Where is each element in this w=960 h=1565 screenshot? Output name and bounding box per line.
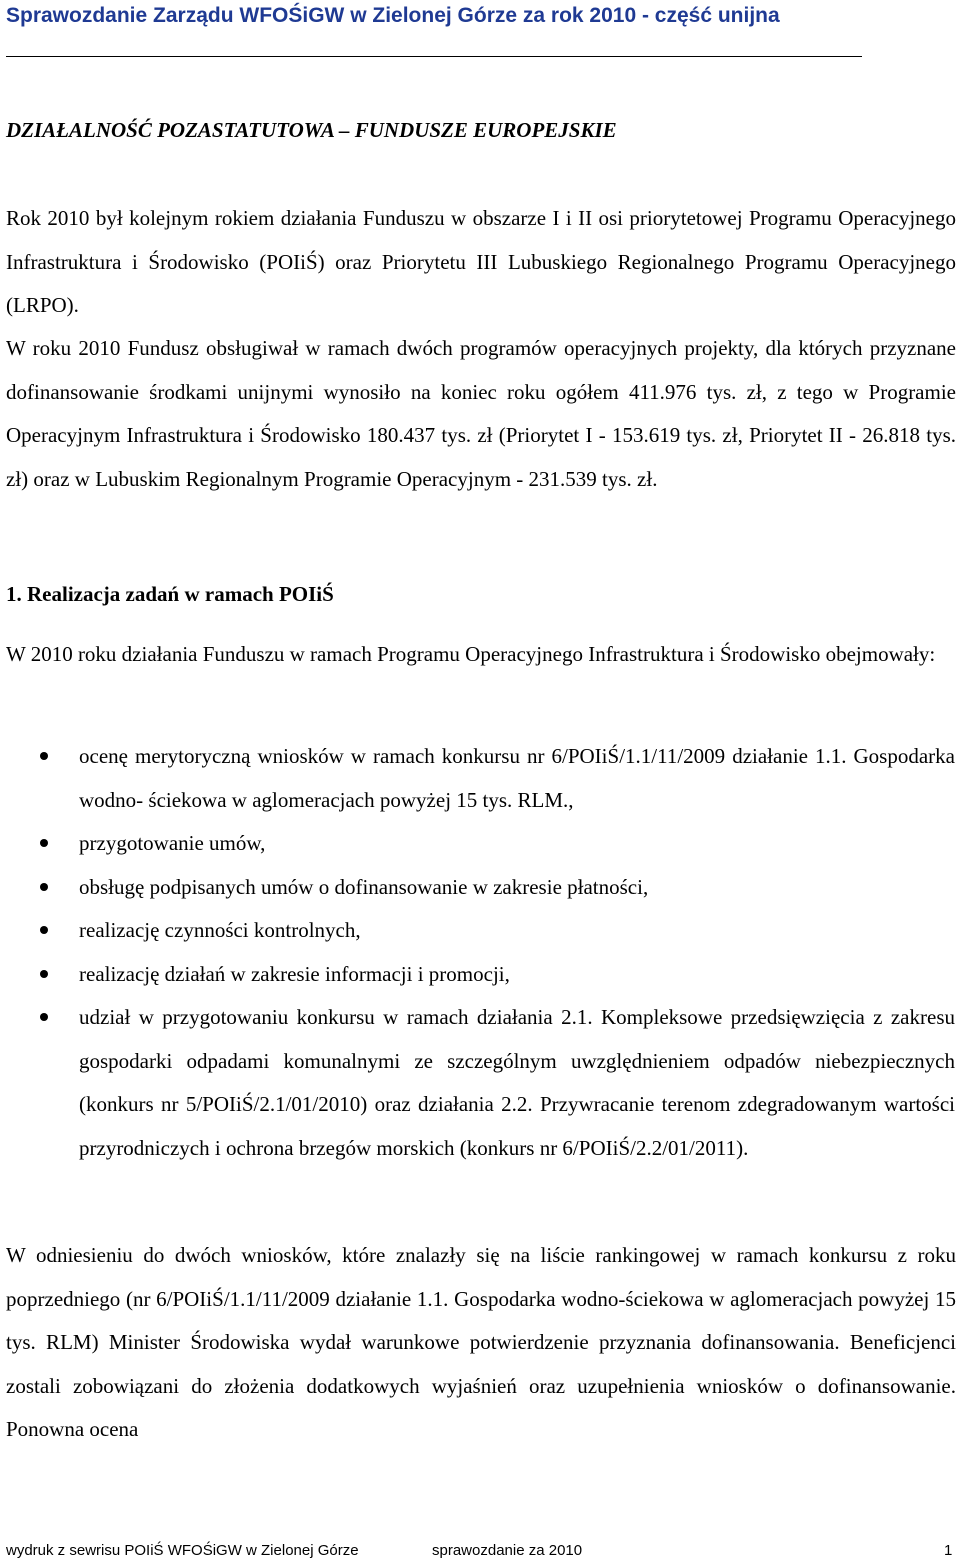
- list-item: [0, 866, 955, 910]
- list-item-text: realizację działań w zakresie informacji i promocji,: [79, 961, 510, 986]
- footer-report-label: sprawozdanie za 2010: [432, 1542, 583, 1559]
- list-item-text: ocenę merytoryczną wniosków w ramach konkursu nr 6/POIiŚ/1.1/11/2009 działanie 1.1. Gospodarka wodno- ściekowa w aglomeracjach powyżej 15 tys. RLM.,: [79, 744, 955, 812]
- list-item: [0, 909, 955, 953]
- section-heading: DZIAŁALNOŚĆ POZASTATUTOWA – FUNDUSZE EUROPEJSKIE: [6, 118, 617, 142]
- bullet-icon: [40, 839, 48, 847]
- sub-heading-poiis: 1. Realizacja zadań w ramach POIiŚ: [6, 582, 334, 606]
- list-item-text: przygotowanie umów,: [79, 831, 266, 855]
- list-item-text: udział w przygotowaniu konkursu w ramach działania 2.1. Kompleksowe przedsięwzięcia z zakresu gospodarki odpadami komunalnymi ze szczególnym uwzględnieniem odpadów niebezpiecznych (konkurs nr 5/POIiŚ/2.1/01/2010) oraz działania 2.2. Przywracanie terenom zdegradowanym wartości przyrodniczych i ochrona brzegów morskich (konkurs nr 6/POIiŚ/2.2/01/2011).: [79, 1005, 955, 1160]
- bullet-icon: [40, 970, 48, 978]
- bullet-icon: [40, 883, 48, 891]
- intro-paragraph: Rok 2010 był kolejnym rokiem działania Funduszu w obszarze I i II osi priorytetowej Programu Operacyjnego Infrastruktura i Środowisko (POIiŚ) oraz Priorytetu III Lubuskiego Regionalnego Programu Operacyjnego (LRPO).: [6, 206, 956, 317]
- list-item-text: obsługę podpisanych umów o dofinansowanie w zakresie płatności,: [79, 874, 649, 899]
- bullet-icon: [40, 926, 48, 934]
- funding-paragraph: W roku 2010 Fundusz obsługiwał w ramach dwóch programów operacyjnych projekty, dla których przyznane dofinansowanie środkami unijnymi wynosiło na koniec roku ogółem 411.976 tys. zł, z tego w Programie Operacyjnym Infrastruktura i Środowisko 180.437 tys. zł (Priorytet I - 153.619 tys. zł, Priorytet II - 26.818 tys. zł) oraz w Lubuskim Regionalnym Programie Operacyjnym - 231.539 tys. zł.: [6, 336, 956, 491]
- closing-paragraph: W odniesieniu do dwóch wniosków, które znalazły się na liście rankingowej w ramach konkursu z roku poprzedniego (nr 6/POIiŚ/1.1/11/2009 działanie 1.1. Gospodarka wodno-ściekowa w aglomeracjach powyżej 15 tys. RLM) Minister Środowiska wydał warunkowe potwierdzenie przyznania dofinansowania. Beneficjenci zostali zobowiązani do złożenia dodatkowych wyjaśnień oraz uzupełnienia wniosków o dofinansowanie. Ponowna ocena: [6, 1243, 956, 1441]
- bullet-icon: [40, 1013, 48, 1021]
- list-item: [0, 953, 955, 997]
- list-item: [0, 735, 955, 822]
- header-title: Sprawozdanie Zarządu WFOŚiGW w Zielonej Górze za rok 2010 - część unijna: [6, 4, 780, 27]
- activities-list: [0, 735, 960, 1170]
- list-item-text: realizację czynności kontrolnych,: [79, 918, 361, 942]
- poiis-intro-paragraph: W 2010 roku działania Funduszu w ramach Programu Operacyjnego Infrastruktura i Środowisko obejmowały:: [6, 642, 936, 666]
- list-item: [0, 996, 955, 1170]
- list-item: [0, 822, 955, 866]
- header-rule: [6, 56, 862, 57]
- footer-source: wydruk z sewrisu POIiŚ WFOŚiGW w Zielonej Górze: [6, 1542, 359, 1559]
- page-number: 1: [944, 1542, 953, 1559]
- bullet-icon: [40, 752, 48, 760]
